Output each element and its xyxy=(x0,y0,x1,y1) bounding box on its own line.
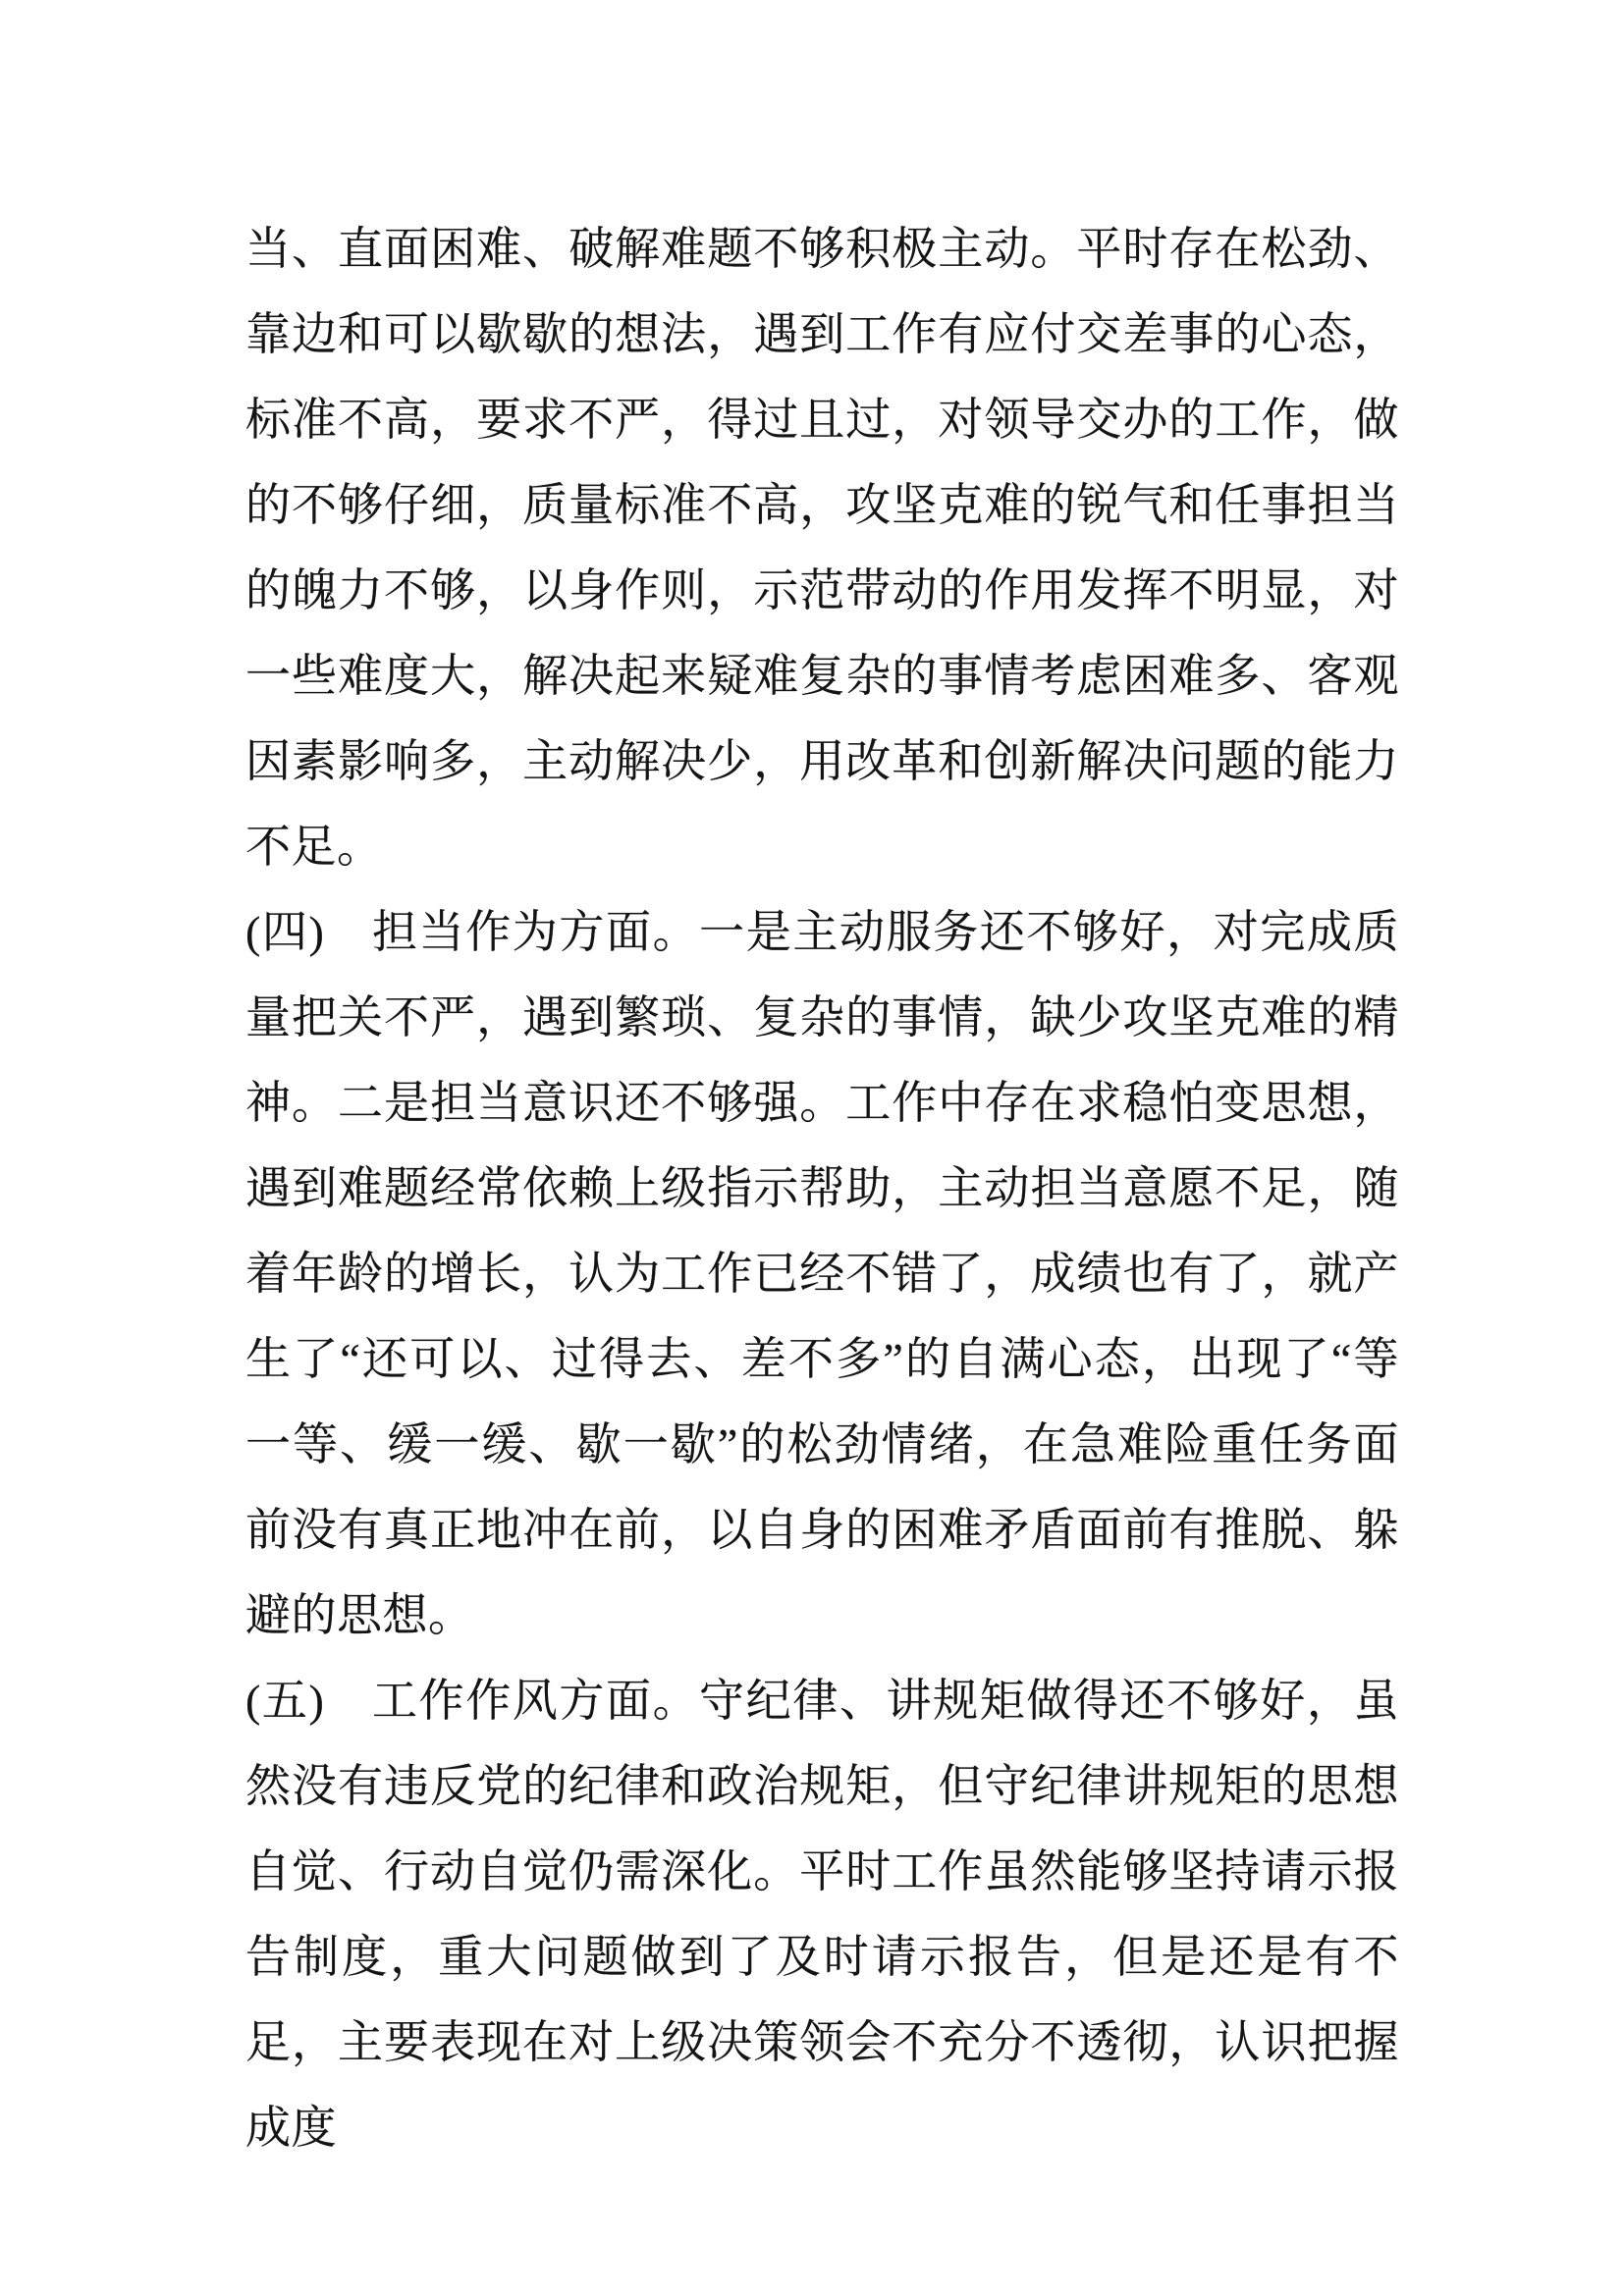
paragraph-section-4: (四) 担当作为方面。一是主动服务还不够好，对完成质量把关不严，遇到繁琐、复杂的事情，缺少攻坚克难的精神。二是担当意识还不够强。工作中存在求稳怕变思想，遇到难题经常依赖上级指示帮助，主动担当意愿不足，随着年龄的增长，认为工作已经不错了，成绩也有了，就产生了“还可以、过得去、差不多”的自满心态，出现了“等一等、缓一缓、歇一歇”的松劲情绪，在急难险重任务面前没有真正地冲在前，以自身的困难矛盾面前有推脱、躲避的思想。 xyxy=(245,907,1399,1640)
paragraph-section-5: (五) 工作作风方面。守纪律、讲规矩做得还不够好，虽然没有违反党的纪律和政治规矩，但守纪律讲规矩的思想自觉、行动自觉仍需深化。平时工作虽然能够坚持请示报告制度，重大问题做到了及时请示报告，但是还是有不足，主要表现在对上级决策领会不充分不透彻，认识把握成度 xyxy=(245,1676,1399,2153)
paragraph-continuation: 当、直面困难、破解难题不够积极主动。平时存在松劲、靠边和可以歇歇的想法，遇到工作有应付交差事的心态，标准不高，要求不严，得过且过，对领导交办的工作，做的不够仔细，质量标准不高，攻坚克难的锐气和任事担当的魄力不够，以身作则，示范带动的作用发挥不明显，对一些难度大，解决起来疑难复杂的事情考虑困难多、客观因素影响多，主动解决少，用改革和创新解决问题的能力不足。 xyxy=(245,224,1399,872)
page-text-block xyxy=(245,206,1399,2170)
